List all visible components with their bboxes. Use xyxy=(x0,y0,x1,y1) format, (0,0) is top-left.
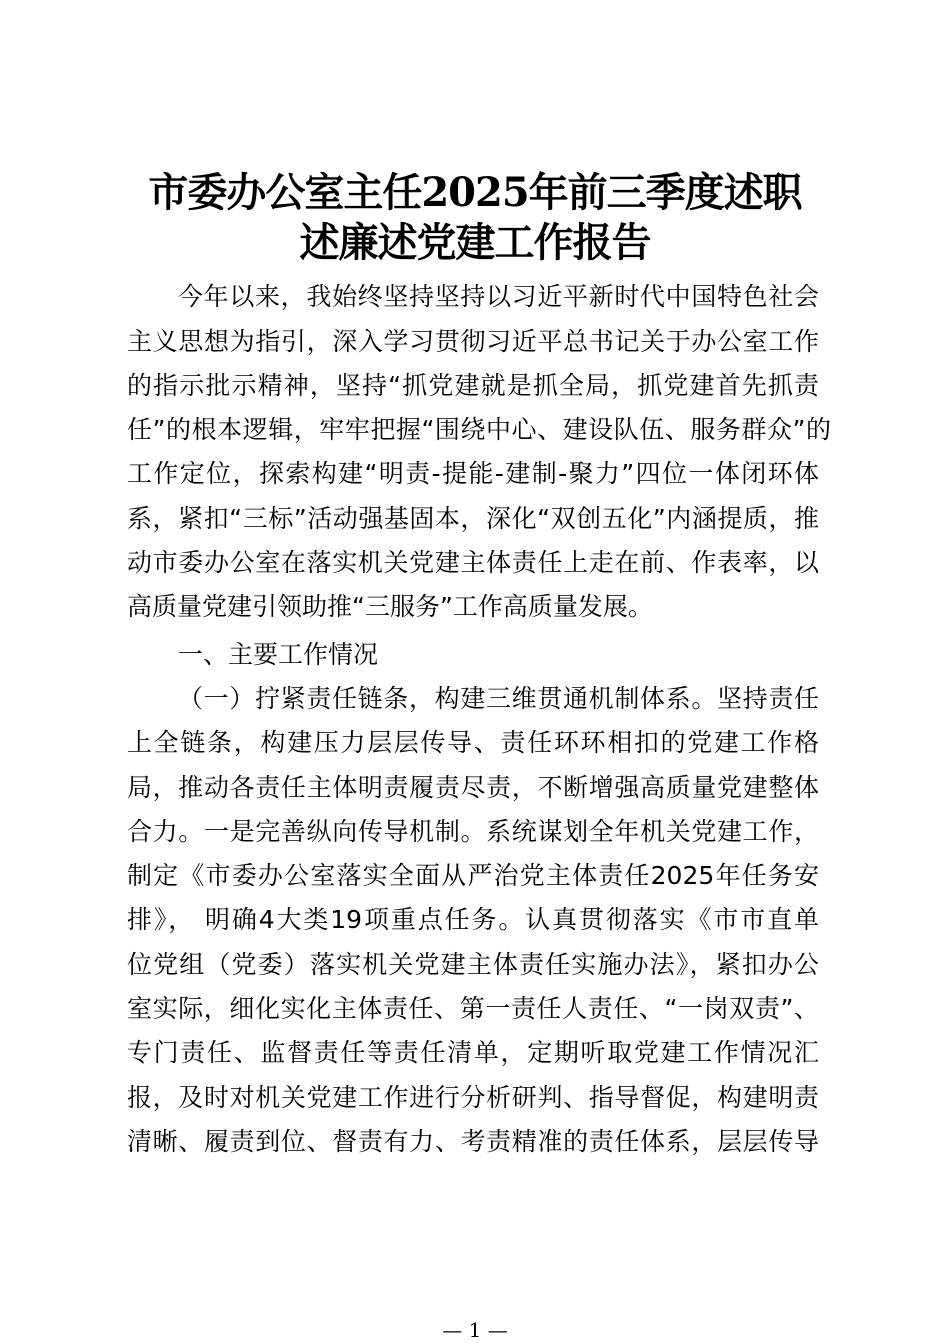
body-text-line: 动市委办公室在落实机关党建主体责任上走在前、作表率，以 xyxy=(127,548,819,577)
document-title-line-1: 市委办公室主任2025年前三季度述职 xyxy=(148,169,802,216)
body-text-line: 上全链条，构建压力层层传导、责任环环相扣的党建工作格 xyxy=(127,728,819,757)
body-text-line: 制定《市委办公室落实全面从严治党主体责任2025年任务安 xyxy=(127,861,819,890)
body-text-line: 工作定位，探索构建“明责-提能-建制-聚力”四位一体闭环体 xyxy=(127,459,819,488)
body-text-line: 合力。一是完善纵向传导机制。系统谋划全年机关党建工作， xyxy=(127,817,819,846)
body-text-line: 今年以来，我始终坚持坚持以习近平新时代中国特色社会 xyxy=(178,282,819,311)
document-title-line-2: 述廉述党建工作报告 xyxy=(299,219,651,266)
page-number: — 1 — xyxy=(442,1318,508,1342)
section-heading: 一、主要工作情况 xyxy=(178,640,379,669)
body-text-line: 局，推动各责任主体明责履责尽责，不断增强高质量党建整体 xyxy=(127,773,819,802)
body-text-line: 清晰、履责到位、督责有力、考责精准的责任体系，层层传导 xyxy=(127,1127,819,1156)
body-text-line: 位党组（党委）落实机关党建主体责任实施办法》，紧扣办公 xyxy=(127,950,819,979)
body-text-line: 的指示批示精神，坚持“抓党建就是抓全局，抓党建首先抓责 xyxy=(127,371,819,400)
body-text-line: 专门责任、监督责任等责任清单，定期听取党建工作情况汇 xyxy=(127,1038,819,1067)
body-text-line: 报，及时对机关党建工作进行分析研判、指导督促，构建明责 xyxy=(127,1083,819,1112)
body-text-line: （一）拧紧责任链条，构建三维贯通机制体系。坚持责任 xyxy=(178,684,819,713)
body-text-line: 主义思想为指引，深入学习贯彻习近平总书记关于办公室工作 xyxy=(127,327,819,356)
body-text-line: 排》， 明确4大类19项重点任务。认真贯彻落实《市市直单 xyxy=(127,905,819,934)
body-text-line: 系，紧扣“三标”活动强基固本，深化“双创五化”内涵提质，推 xyxy=(127,504,819,533)
body-text-line: 任”的根本逻辑，牢牢把握“围绕中心、建设队伍、服务群众”的 xyxy=(127,415,831,444)
body-text-line: 室实际，细化实化主体责任、第一责任人责任、“一岗双责”、 xyxy=(127,994,819,1023)
body-text-line: 高质量党建引领助推“三服务”工作高质量发展。 xyxy=(127,592,653,621)
